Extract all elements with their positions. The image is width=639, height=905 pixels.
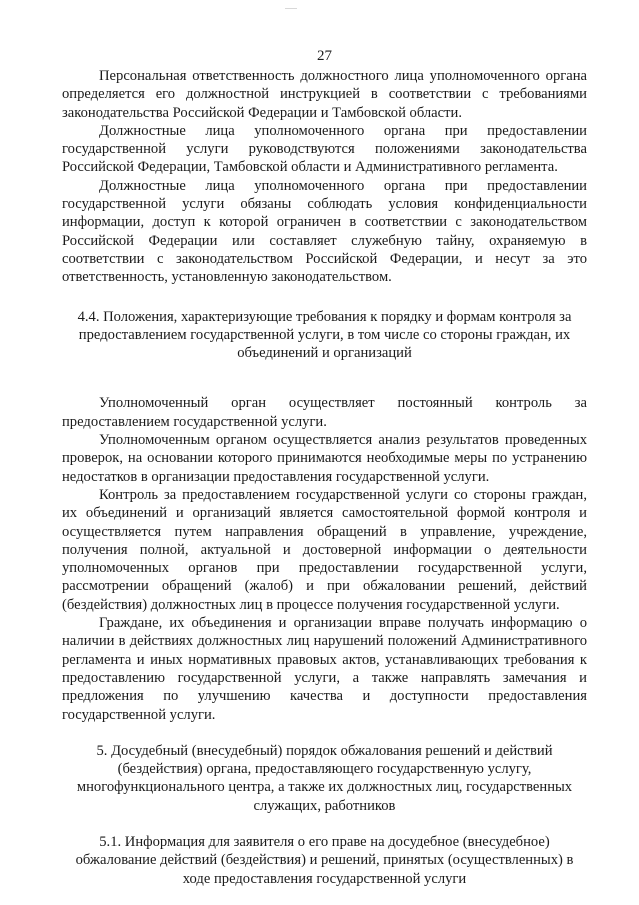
page-number: 27 (317, 48, 332, 64)
section-4-4-body (62, 394, 587, 723)
paragraph-citizen-rights: Граждане, их объединения и организации вправе получать информацию о наличии в действиях должностных лиц нарушений положений Административного регламента и иных нормативных правовых актов, устанавливающих требования к предоставлению государственной услуги, а также направлять замечания и предложения по улучшению качества и доступности предоставления государственной услуги. (62, 615, 587, 723)
paragraph-personal-responsibility: Персональная ответственность должностного лица уполномоченного органа определяется его должностной инструкцией в соответствии с требованиями законодательства Российской Федерации и Тамбовской области. (62, 68, 587, 121)
section-5-1-heading: 5.1. Информация для заявителя о его праве на досудебное (внесудебное) обжалование действий (бездействия) и решений, принятых (осуществленных) в ходе предоставления государственной услуги (75, 833, 574, 887)
paragraph-permanent-control: Уполномоченный орган осуществляет постоянный контроль за предоставлением государственной услуги. (62, 395, 587, 430)
section-4-4-heading: 4.4. Положения, характеризующие требования к порядку и формам контроля за предоставлением государственной услуги, в том числе со стороны граждан, их объединений и организаций (77, 308, 572, 362)
responsibility-block (62, 67, 587, 287)
paragraph-citizen-control: Контроль за предоставлением государственной услуги со стороны граждан, их объединений и организаций является самостоятельной формой контроля и осуществляется путем направления обращений в управление, учреждение, получения полной, актуальной и достоверной информации о деятельности уполномоченных органов при предоставлении государственной услуги, рассмотрении обращений (жалоб) и при обжаловании решений, действий (бездействия) должностных лиц в процессе получения государственной услуги. (62, 486, 587, 613)
paragraph-confidentiality: Должностные лица уполномоченного органа при предоставлении государственной услуги обязаны соблюдать условия конфиденциальности информации, доступ к которой ограничен в соответствии с законодательством Российской Федерации или составляет служебную тайну, охраняемую в соответствии с законодательством Российской Федерации, и несут за это ответственность, установленную законодательством. (62, 177, 587, 286)
section-5-heading: 5. Досудебный (внесудебный) порядок обжалования решений и действий (бездействия) органа, предоставляющего государственную услугу, многофункционального центра, а также их должностных лиц, государственных служащих, работников (76, 742, 573, 814)
paragraph-officials-guided: Должностные лица уполномоченного органа при предоставлении государственной услуги руководствуются положениями законодательства Российской Федерации, Тамбовской области и Административного регламента. (62, 122, 587, 176)
paragraph-inspection-analysis: Уполномоченным органом осуществляется анализ результатов проведенных проверок, на основании которого принимаются необходимые меры по устранению недостатков в организации предоставления государственной услуги. (62, 432, 587, 485)
document-page (62, 0, 587, 888)
